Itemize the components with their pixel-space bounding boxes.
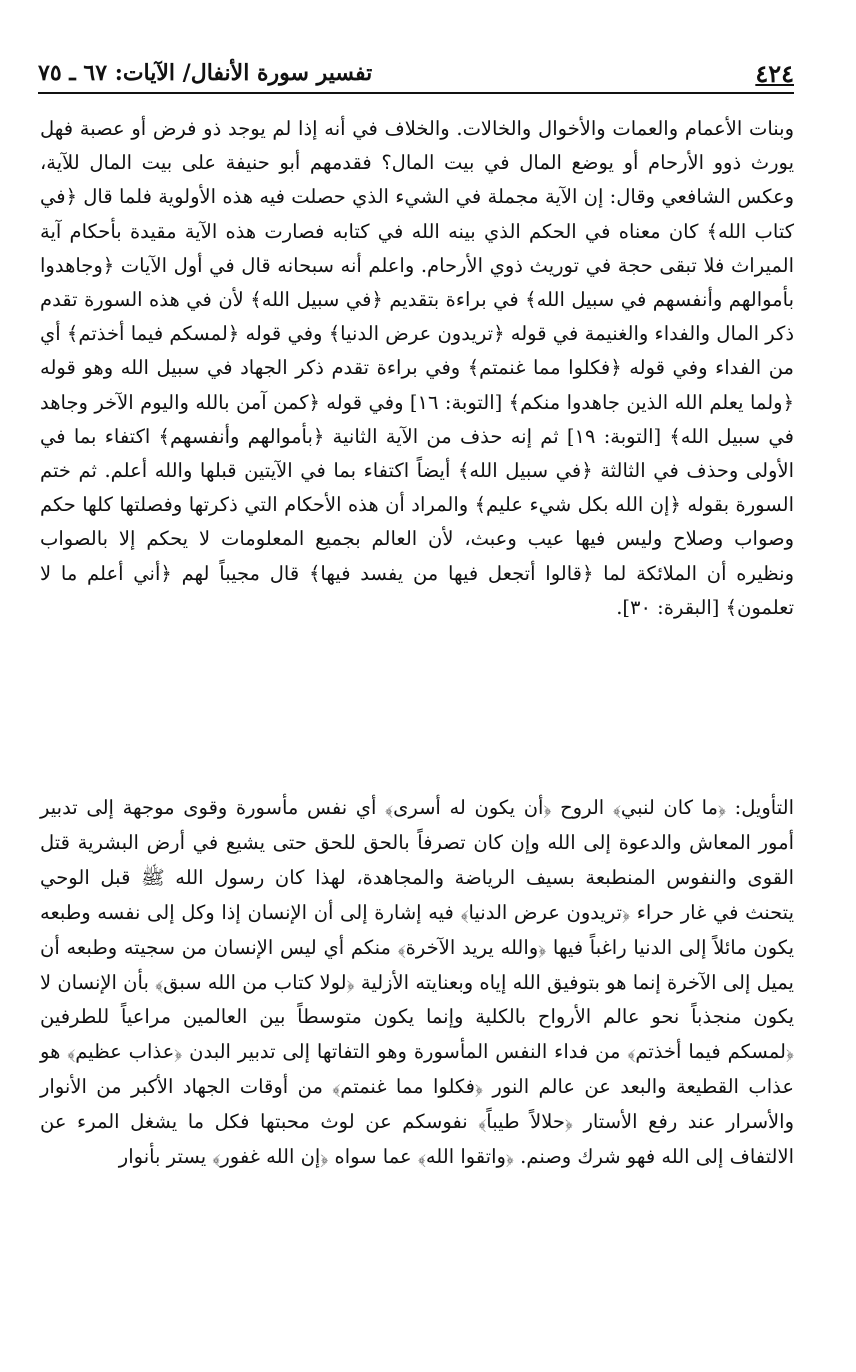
paragraph-2: التأويل: ﴿ما كان لنبي﴾ الروح ﴿أن يكون له أسرى﴾ أي نفس مأسورة وقوى موجهة إلى تدبير أمور المعاش والدعوة إلى الله وإن كان تصرفاً بالحق للحق حتى يشيع في أرض البشرية قتل القوى والنفوس المنطبعة بسيف الرياضة والمجاهدة، لهذا كان رسول الله ﷺ قبل الوحي يتحنث في غار حراء ﴿تريدون عرض الدنيا﴾ فيه إشارة إلى أن الإنسان إذا وكل إلى نفسه وطبعه يكون مائلاً إلى الدنيا راغباً فيها ﴿والله يريد الآخرة﴾ منكم أي ليس الإنسان من سجيته وطبعه أن يميل إلى الآخرة إنما هو بتوفيق الله إياه وبعنايته الأزلية ﴿لولا كتاب من الله سبق﴾ بأن الإنسان لا يكون منجذباً نحو عالم الأرواح بالكلية وإنما يكون متوسطاً بين العالمين مراعياً للطرفين ﴿لمسكم فيما أخذتم﴾ من فداء النفس المأسورة وهو التفاتها إلى تدبير البدن ﴿عذاب عظيم﴾ هو عذاب القطيعة والبعد عن عالم النور ﴿فكلوا مما غنمتم﴾ من أوقات الجهاد الأكبر من الأنوار والأسرار عند رفع الأستار ﴿حلالاً طيباً﴾ نفوسكم عن لوث محبتها فكل ما يشغل المرء عن الالتفاف إلى الله فهو شرك وصنم. ﴿واتقوا الله﴾ عما سواه ﴿إن الله غفور﴾ يستر بأنوار bbox=[40, 796, 794, 1169]
page-header bbox=[38, 52, 794, 94]
running-title: تفسير سورة الأنفال/ الآيات: ٦٧ ـ ٧٥ bbox=[38, 60, 373, 86]
page-number: ٤٢٤ bbox=[755, 59, 794, 88]
paragraph-1: وبنات الأعمام والعمات والأخوال والخالات. والخلاف في أنه إذا لم يوجد ذو فرض أو عصبة فهل يورث ذوو الأرحام أو يوضع المال في بيت المال؟ فقدمهم أبو حنيفة على بيت المال للآية، وعكس الشافعي وقال: إن الآية مجملة في الشيء الذي حصلت فيه هذه الأولوية فلما قال ﴿في كتاب الله﴾ كان معناه في الحكم الذي بينه الله في كتابه فصارت هذه الآية مقيدة بأحكام آية الميراث فلا تبقى حجة في توريث ذوي الأرحام. واعلم أنه سبحانه قال في أول الآيات ﴿وجاهدوا بأموالهم وأنفسهم في سبيل الله﴾ في براءة بتقديم ﴿في سبيل الله﴾ لأن في هذه السورة تقدم ذكر المال والفداء والغنيمة في قوله ﴿تريدون عرض الدنيا﴾ وفي قوله ﴿لمسكم فيما أخذتم﴾ أي من الفداء وفي قوله ﴿فكلوا مما غنمتم﴾ وفي براءة تقدم ذكر الجهاد في سبيل الله وهو قوله ﴿ولما يعلم الله الذين جاهدوا منكم﴾ [التوبة: ١٦] وفي قوله ﴿كمن آمن بالله واليوم الآخر وجاهد في سبيل الله﴾ [التوبة: ١٩] ثم إنه حذف من الآية الثانية ﴿بأموالهم وأنفسهم﴾ اكتفاء بما في الأولى وحذف في الثالثة ﴿في سبيل الله﴾ أيضاً اكتفاء بما في الآيتين قبلها والله أعلم. ثم ختم السورة بقوله ﴿إن الله بكل شيء عليم﴾ والمراد أن هذه الأحكام التي ذكرتها وفصلتها كلها حكم وصواب وصلاح وليس فيها عيب وعبث، لأن العالم بجميع المعلومات لا يحكم إلا بالصواب ونظيره أن الملائكة لما ﴿قالوا أتجعل فيها من يفسد فيها﴾ قال مجيباً لهم ﴿أني أعلم ما لا تعلمون﴾ [البقرة: ٣٠]. bbox=[40, 117, 794, 619]
